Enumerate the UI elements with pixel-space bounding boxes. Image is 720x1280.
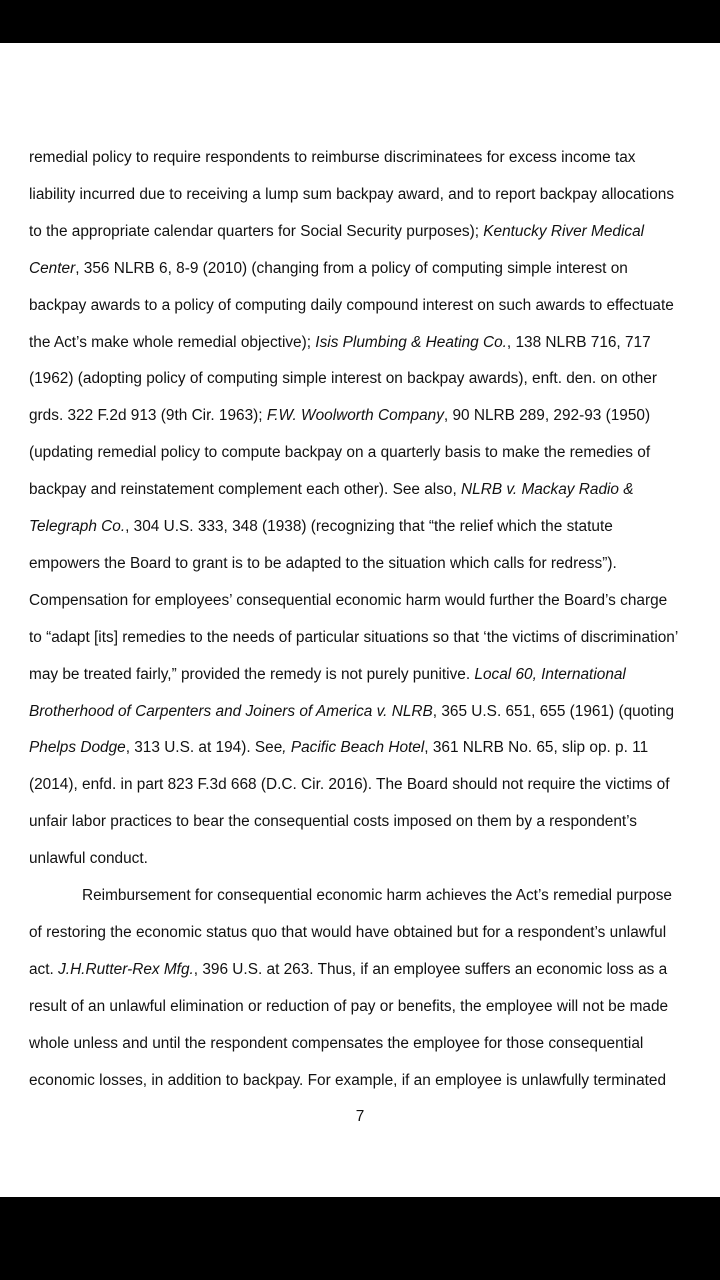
text-line <box>29 517 706 537</box>
text-line <box>82 886 706 906</box>
text-run: , 365 U.S. 651, 655 (1961) (quoting <box>432 702 675 720</box>
text-line <box>29 369 706 389</box>
text-run: act. <box>29 960 59 978</box>
text-run: (1962) (adopting policy of computing simple interest on backpay awards), enft. den. on other <box>29 370 657 388</box>
text-line <box>29 775 706 795</box>
text-line <box>29 296 706 316</box>
text-run: , 90 NLRB 289, 292-93 (1950) <box>443 407 651 425</box>
text-line <box>29 849 706 869</box>
document-page[interactable] <box>0 43 720 1197</box>
italic-citation: Kentucky River Medical <box>483 222 645 240</box>
bottom-black-bar <box>0 1197 720 1280</box>
text-line <box>29 259 706 279</box>
text-run: remedial policy to require respondents to reimburse discriminatees for excess income tax <box>29 149 636 166</box>
text-run: grds. 322 F.2d 913 (9th Cir. 1963); <box>29 407 267 425</box>
text-line <box>29 480 706 500</box>
text-line <box>29 148 706 168</box>
italic-citation: NLRB v. Mackay Radio & <box>461 481 634 499</box>
italic-citation: Center <box>29 259 76 277</box>
text-line <box>29 628 706 648</box>
text-run: Compensation for employees’ consequential economic harm would further the Board’s charge <box>29 591 668 609</box>
italic-citation: F.W. Woolworth Company <box>266 407 444 425</box>
text-run: , 356 NLRB 6, 8-9 (2010) (changing from a policy of computing simple interest on <box>75 259 628 277</box>
text-run: , 361 NLRB No. 65, slip op. p. 11 <box>424 739 649 757</box>
text-line <box>29 406 706 426</box>
text-line <box>29 443 706 463</box>
text-line <box>29 185 706 205</box>
text-run: of restoring the economic status quo that would have obtained but for a respondent’s unlawful <box>29 923 667 941</box>
top-black-bar <box>0 0 720 43</box>
text-run: to the appropriate calendar quarters for Social Security purposes); <box>29 222 484 240</box>
text-run: the Act’s make whole remedial objective); <box>29 333 316 351</box>
text-run: (updating remedial policy to compute backpay on a quarterly basis to make the remedies of <box>29 444 651 462</box>
text-line <box>29 1034 706 1054</box>
italic-citation: Isis Plumbing & Heating Co. <box>315 333 507 351</box>
text-line <box>29 960 706 980</box>
text-line <box>29 591 706 611</box>
italic-citation: Local 60, International <box>474 665 626 683</box>
text-run: , 313 U.S. at 194). See <box>125 739 283 757</box>
italic-citation: Phelps Dodge <box>29 739 126 757</box>
text-run: result of an unlawful elimination or reduction of pay or benefits, the employee will not be made <box>29 997 669 1015</box>
text-run: unlawful conduct. <box>29 850 148 868</box>
text-line <box>29 333 706 353</box>
text-run: , 304 U.S. 333, 348 (1938) (recognizing that “the relief which the statute <box>125 518 613 535</box>
text-line <box>29 702 706 722</box>
text-run: , 138 NLRB 716, 717 <box>506 333 651 351</box>
text-run: economic losses, in addition to backpay. For example, if an employee is unlawfully terminated <box>29 1071 667 1089</box>
text-line <box>29 923 706 943</box>
text-run: , 396 U.S. at 263. Thus, if an employee suffers an economic loss as a <box>193 960 668 978</box>
italic-citation: Telegraph Co. <box>29 518 126 535</box>
text-run: unfair labor practices to bear the consequential costs imposed on them by a respondent’s <box>29 813 638 831</box>
text-run: to “adapt [its] remedies to the needs of particular situations so that ‘the victims of discrimination’ <box>29 628 679 646</box>
text-run: liability incurred due to receiving a lump sum backpay award, and to report backpay allocations <box>29 185 675 203</box>
text-run: empowers the Board to grant is to be adapted to the situation which calls for redress”). <box>29 554 617 572</box>
italic-citation: J.H.Rutter-Rex Mfg. <box>58 960 194 978</box>
text-line <box>29 554 706 574</box>
text-run: whole unless and until the respondent compensates the employee for those consequential <box>29 1034 644 1052</box>
text-line <box>29 665 706 685</box>
text-run: may be treated fairly,” provided the remedy is not purely punitive. <box>29 665 475 683</box>
text-run: (2014), enfd. in part 823 F.3d 668 (D.C. Cir. 2016). The Board should not require the victims of <box>29 776 670 794</box>
italic-citation: Brotherhood of Carpenters and Joiners of America v. NLRB <box>29 702 433 720</box>
page-number: 7 <box>355 1108 365 1125</box>
text-run: backpay awards to a policy of computing daily compound interest on such awards to effectuate <box>29 296 674 314</box>
text-run: Reimbursement for consequential economic harm achieves the Act’s remedial purpose <box>82 887 672 904</box>
italic-citation: , Pacific Beach Hotel <box>282 739 425 757</box>
text-line <box>29 997 706 1017</box>
text-run: backpay and reinstatement complement each other). See also, <box>29 481 462 499</box>
text-line <box>29 812 706 832</box>
text-line <box>29 1071 706 1091</box>
text-line <box>29 222 706 242</box>
text-line <box>29 738 706 758</box>
